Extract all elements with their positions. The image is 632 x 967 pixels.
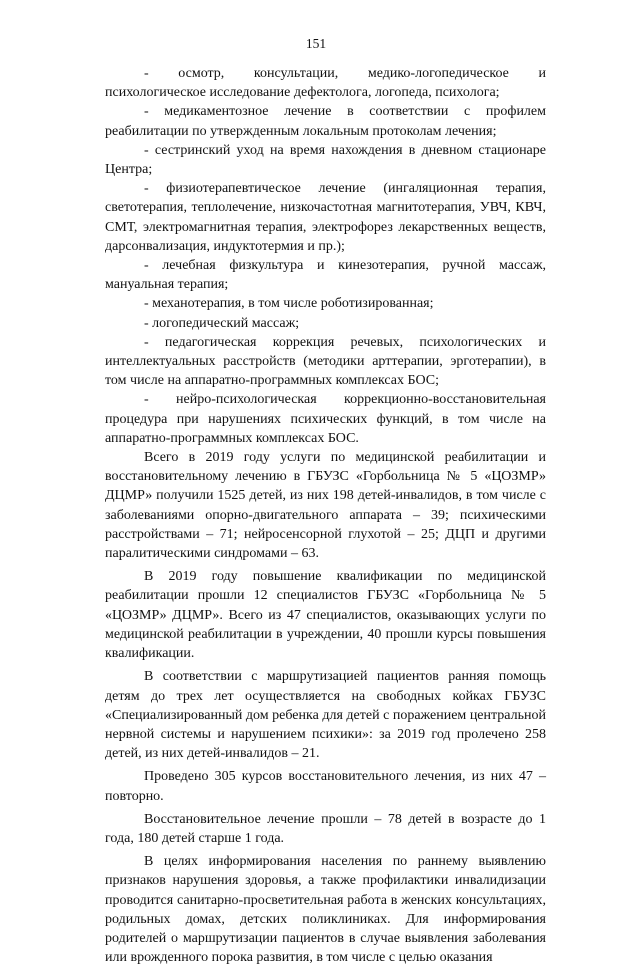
paragraph-recovery-treatment: Восстановительное лечение прошли – 78 детей в возрасте до 1 года, 180 детей старше 1 года. [105,811,546,846]
list-item-exercise-therapy: - лечебная физкультура и кинезотерапия, ручной массаж, мануальная терапия; [105,258,546,293]
paragraph-courses: Проведено 305 курсов восстановительного лечения, из них 47 – повторно. [105,769,546,804]
paragraph-early-help: В соответствии с маршрутизацией пациентов ранняя помощь детям до трех лет осуществляется на свободных койках ГБУЗС «Специализированный дом ребенка для детей с поражением центральной нервной системы и нарушением психики»: за 2019 год пролечено 258 детей, из них детей-инвалидов – 21. [105,669,546,762]
paragraph-qualification: В 2019 году повышение квалификации по медицинской реабилитации прошли 12 специалистов ГБУЗС «Горбольница № 5 «ЦОЗМР» ДЦМР». Всего из 47 специалистов, оказывающих услуги по медицинской реабилитации в учреждении, 40 прошли курсы повышения квалификации. [105,569,546,662]
paragraph-2019-totals: Всего в 2019 году услуги по медицинской реабилитации и восстановительному лечению в ГБУЗС «Горбольница № 5 «ЦОЗМР» ДЦМР» получили 1525 детей, из них 198 детей-инвалидов, в том числе с заболеваниями опорно-двигательного аппарата – 39; психическими расстройствами – 71; нейросенсорной глухотой – 25; ДЦП и другими паралитическими синдромами – 63. [105,450,546,562]
page-number: 151 [305,36,327,51]
list-item-mechanotherapy: - механотерапия, в том числе роботизированная; [144,296,434,312]
list-item-medication: - медикаментозное лечение в соответствии с профилем реабилитации по утвержденным локальным протоколам лечения; [105,104,546,139]
list-item-speech-massage: - логопедический массаж; [144,315,300,331]
list-item-examination: - осмотр, консультации, медико-логопедическое и психологическое исследование дефектолога, логопеда, психолога; [105,66,546,101]
list-item-physiotherapy: - физиотерапевтическое лечение (ингаляционная терапия, светотерапия, теплолечение, низкочастотная магнитотерапия, УВЧ, КВЧ, СМТ, электромагнитная терапия, электрофорез лекарственных веществ, дарсонвализация, индуктотермия и пр.); [105,181,546,254]
page-body [105,64,546,967]
paragraph-informing: В целях информирования населения по раннему выявлению признаков нарушения здоровья, а также профилактики инвалидизации проводится санитарно-просветительная работа в женских консультациях, родильных домах, детских поликлиниках. Для информирования родителей о маршрутизации пациентов в случае выявления заболевания или врожденного порока развития, в том числе с целью оказания [105,854,546,966]
list-item-neuropsychological: - нейро-психологическая коррекционно-восстановительная процедура при нарушениях психических функций, в том числе на аппаратно-программных комплексах БОС. [105,392,546,446]
list-item-pedagogical-correction: - педагогическая коррекция речевых, психологических и интеллектуальных расстройств (методики арттерапии, эрготерапии), в том числе на аппаратно-программных комплексах БОС; [105,334,546,389]
list-item-nursing: - сестринский уход на время нахождения в дневном стационаре Центра; [105,142,546,178]
